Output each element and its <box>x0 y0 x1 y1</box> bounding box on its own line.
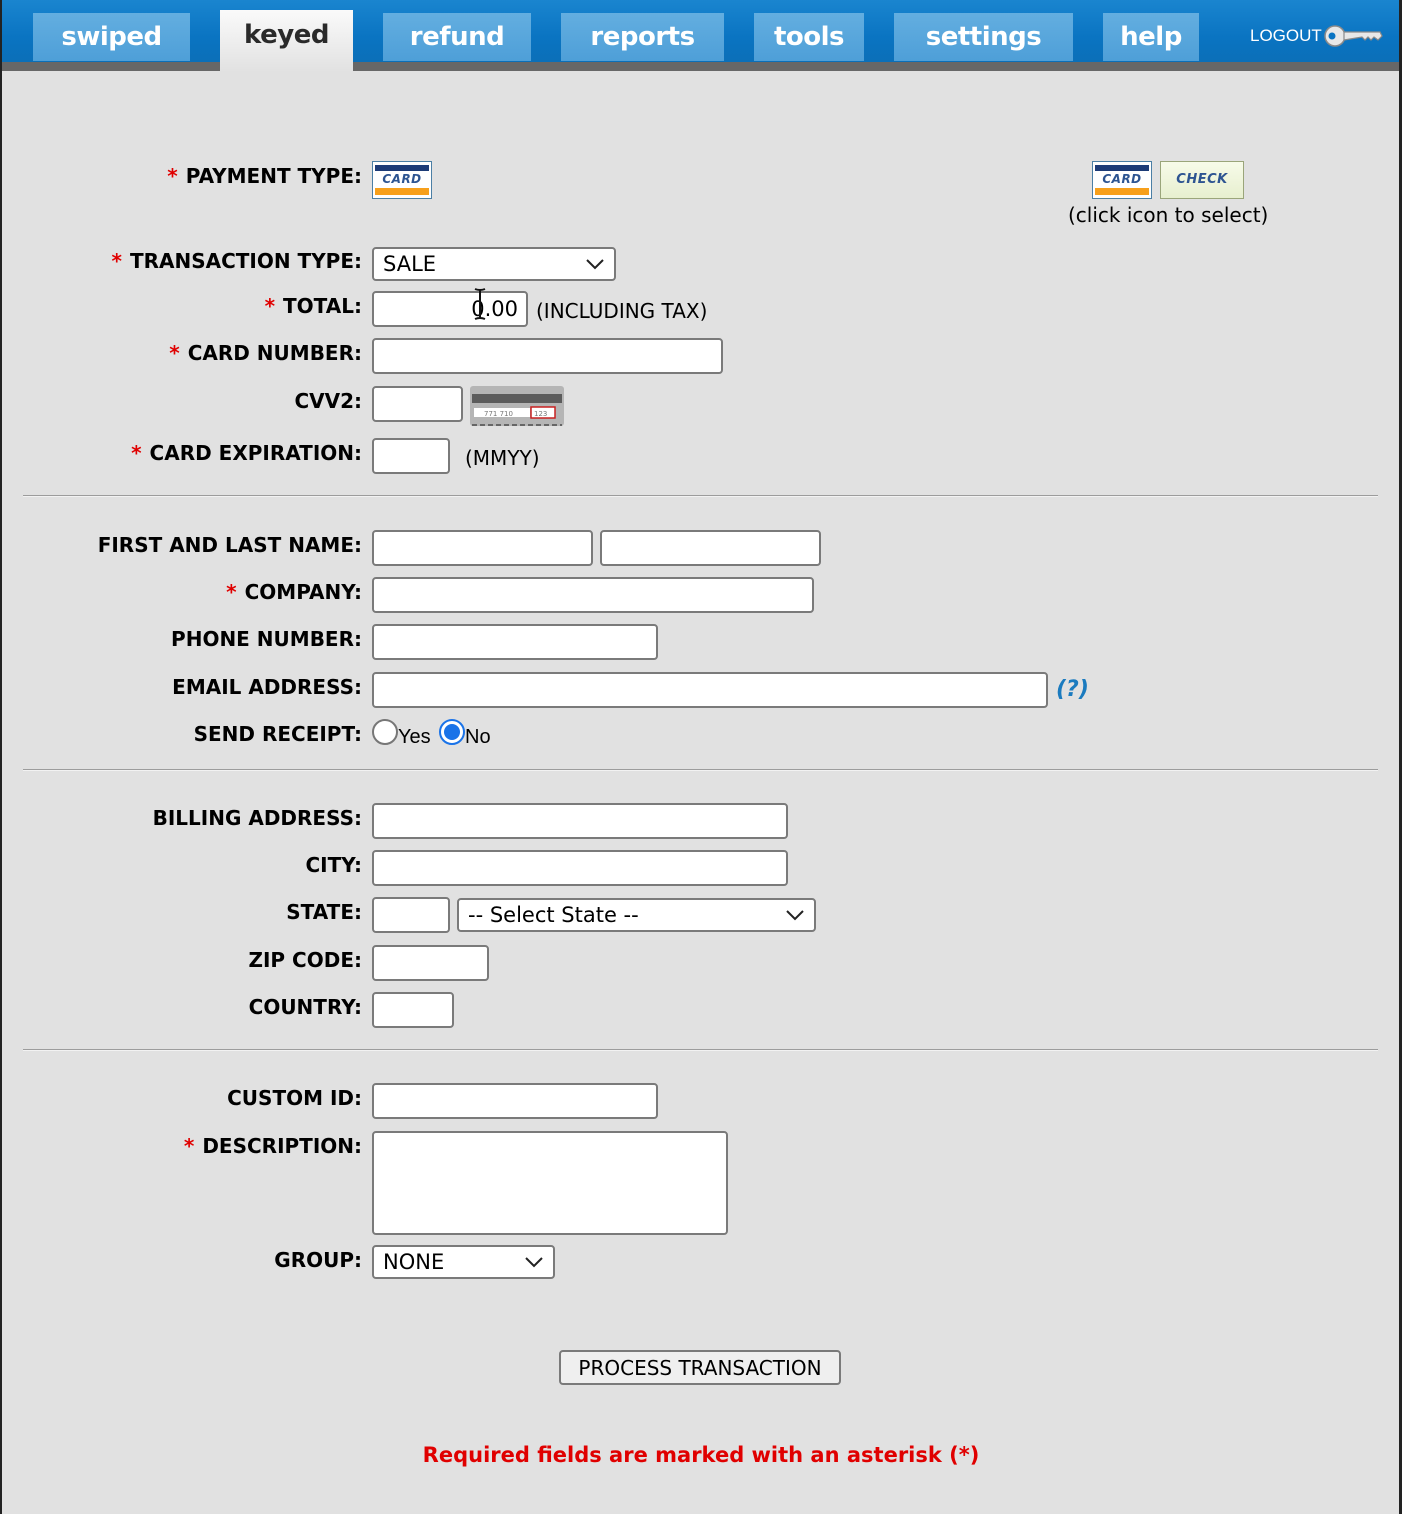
send-receipt-label: SEND RECEIPT: <box>193 722 362 746</box>
state-select-value: -- Select State -- <box>468 903 639 927</box>
total-label-text: TOTAL: <box>283 294 362 318</box>
card-option-text: CARD <box>1102 172 1142 186</box>
total-label <box>265 294 362 318</box>
tab-reports[interactable]: reports <box>561 13 724 61</box>
billing-address-input[interactable] <box>372 803 788 839</box>
transaction-type-label-text: TRANSACTION TYPE: <box>129 249 362 273</box>
required-asterisk: * <box>226 580 237 604</box>
section-divider <box>23 1049 1378 1051</box>
receipt-yes-radio[interactable] <box>372 719 398 745</box>
tab-swiped[interactable]: swiped <box>33 13 190 61</box>
chevron-down-icon <box>525 1256 543 1268</box>
card-icon-text: CARD <box>382 172 422 186</box>
card-number-input[interactable] <box>372 338 723 374</box>
company-input[interactable] <box>372 577 814 613</box>
receipt-no-label[interactable]: No <box>465 726 491 748</box>
required-asterisk: * <box>131 441 142 465</box>
check-icon[interactable] <box>1160 161 1244 199</box>
required-fields-note: Required fields are marked with an asterisk (*) <box>422 1443 980 1467</box>
payment-type-label <box>167 164 362 188</box>
tab-refund[interactable]: refund <box>383 13 531 61</box>
receipt-yes-label[interactable]: Yes <box>398 726 431 748</box>
zip-input[interactable] <box>372 945 489 981</box>
required-asterisk: * <box>264 294 276 318</box>
custom-id-input[interactable] <box>372 1083 658 1119</box>
section-divider <box>23 495 1378 497</box>
phone-input[interactable] <box>372 624 658 660</box>
tab-settings[interactable]: settings <box>894 13 1073 61</box>
transaction-type-select[interactable] <box>372 247 616 281</box>
card-expiration-label-text: CARD EXPIRATION: <box>149 441 362 465</box>
logout-link[interactable] <box>1250 22 1384 50</box>
name-label: FIRST AND LAST NAME: <box>97 533 362 557</box>
company-label <box>226 580 362 604</box>
country-label: COUNTRY: <box>248 995 362 1019</box>
nav-underline <box>2 62 1399 71</box>
description-label <box>184 1134 362 1158</box>
country-input[interactable] <box>372 992 454 1028</box>
transaction-type-value: SALE <box>383 252 437 276</box>
check-option-text: CHECK <box>1176 172 1228 187</box>
required-asterisk: * <box>111 249 122 273</box>
window-border-left <box>0 0 2 1514</box>
group-select[interactable] <box>372 1245 555 1279</box>
email-label: EMAIL ADDRESS: <box>172 675 362 699</box>
email-help-link[interactable]: (?) <box>1056 677 1089 702</box>
zip-label: ZIP CODE: <box>248 948 362 972</box>
cvv-label: CVV2: <box>294 389 362 413</box>
cvv-input[interactable] <box>372 386 463 422</box>
state-label: STATE: <box>286 900 362 924</box>
company-label-text: COMPANY: <box>244 580 362 604</box>
last-name-input[interactable] <box>600 530 821 566</box>
required-asterisk: * <box>183 1134 195 1158</box>
first-name-input[interactable] <box>372 530 593 566</box>
total-hint: (INCLUDING TAX) <box>536 299 708 323</box>
selected-payment-card-icon <box>372 161 432 199</box>
tab-keyed[interactable]: keyed <box>220 10 353 71</box>
billing-address-label: BILLING ADDRESS: <box>152 806 362 830</box>
receipt-no-radio[interactable] <box>439 719 465 745</box>
email-input[interactable] <box>372 672 1048 708</box>
payment-options-hint: (click icon to select) <box>1068 203 1269 227</box>
key-icon <box>1322 22 1384 50</box>
required-asterisk: * <box>167 164 178 188</box>
card-expiration-label <box>131 441 362 465</box>
description-textarea[interactable] <box>372 1131 728 1235</box>
description-label-text: DESCRIPTION: <box>202 1134 362 1158</box>
required-asterisk: * <box>169 341 180 365</box>
logout-label: LOGOUT <box>1250 26 1322 45</box>
card-number-label-text: CARD NUMBER: <box>187 341 362 365</box>
process-transaction-button[interactable]: PROCESS TRANSACTION <box>559 1350 841 1385</box>
tab-help[interactable]: help <box>1103 13 1199 61</box>
chevron-down-icon <box>786 909 804 921</box>
expiration-hint: (MMYY) <box>465 446 540 470</box>
cvv-card-back-icon <box>470 386 564 428</box>
group-label: GROUP: <box>274 1248 362 1272</box>
payment-type-label-text: PAYMENT TYPE: <box>185 164 362 188</box>
total-input[interactable] <box>372 291 528 327</box>
custom-id-label: CUSTOM ID: <box>227 1086 362 1110</box>
state-code-input[interactable] <box>372 897 450 933</box>
phone-label: PHONE NUMBER: <box>171 627 362 651</box>
city-label: CITY: <box>305 853 362 877</box>
city-input[interactable] <box>372 850 788 886</box>
credit-card-icon[interactable] <box>1092 161 1152 199</box>
card-expiration-input[interactable] <box>372 438 450 474</box>
group-select-value: NONE <box>383 1250 445 1274</box>
card-number-label <box>169 341 362 365</box>
state-select[interactable] <box>457 898 816 932</box>
chevron-down-icon <box>586 258 604 270</box>
transaction-type-label <box>111 249 362 273</box>
svg-text:771 710: 771 710 <box>484 410 513 418</box>
svg-text:123: 123 <box>534 410 548 418</box>
section-divider <box>23 769 1378 771</box>
tab-tools[interactable]: tools <box>754 13 864 61</box>
